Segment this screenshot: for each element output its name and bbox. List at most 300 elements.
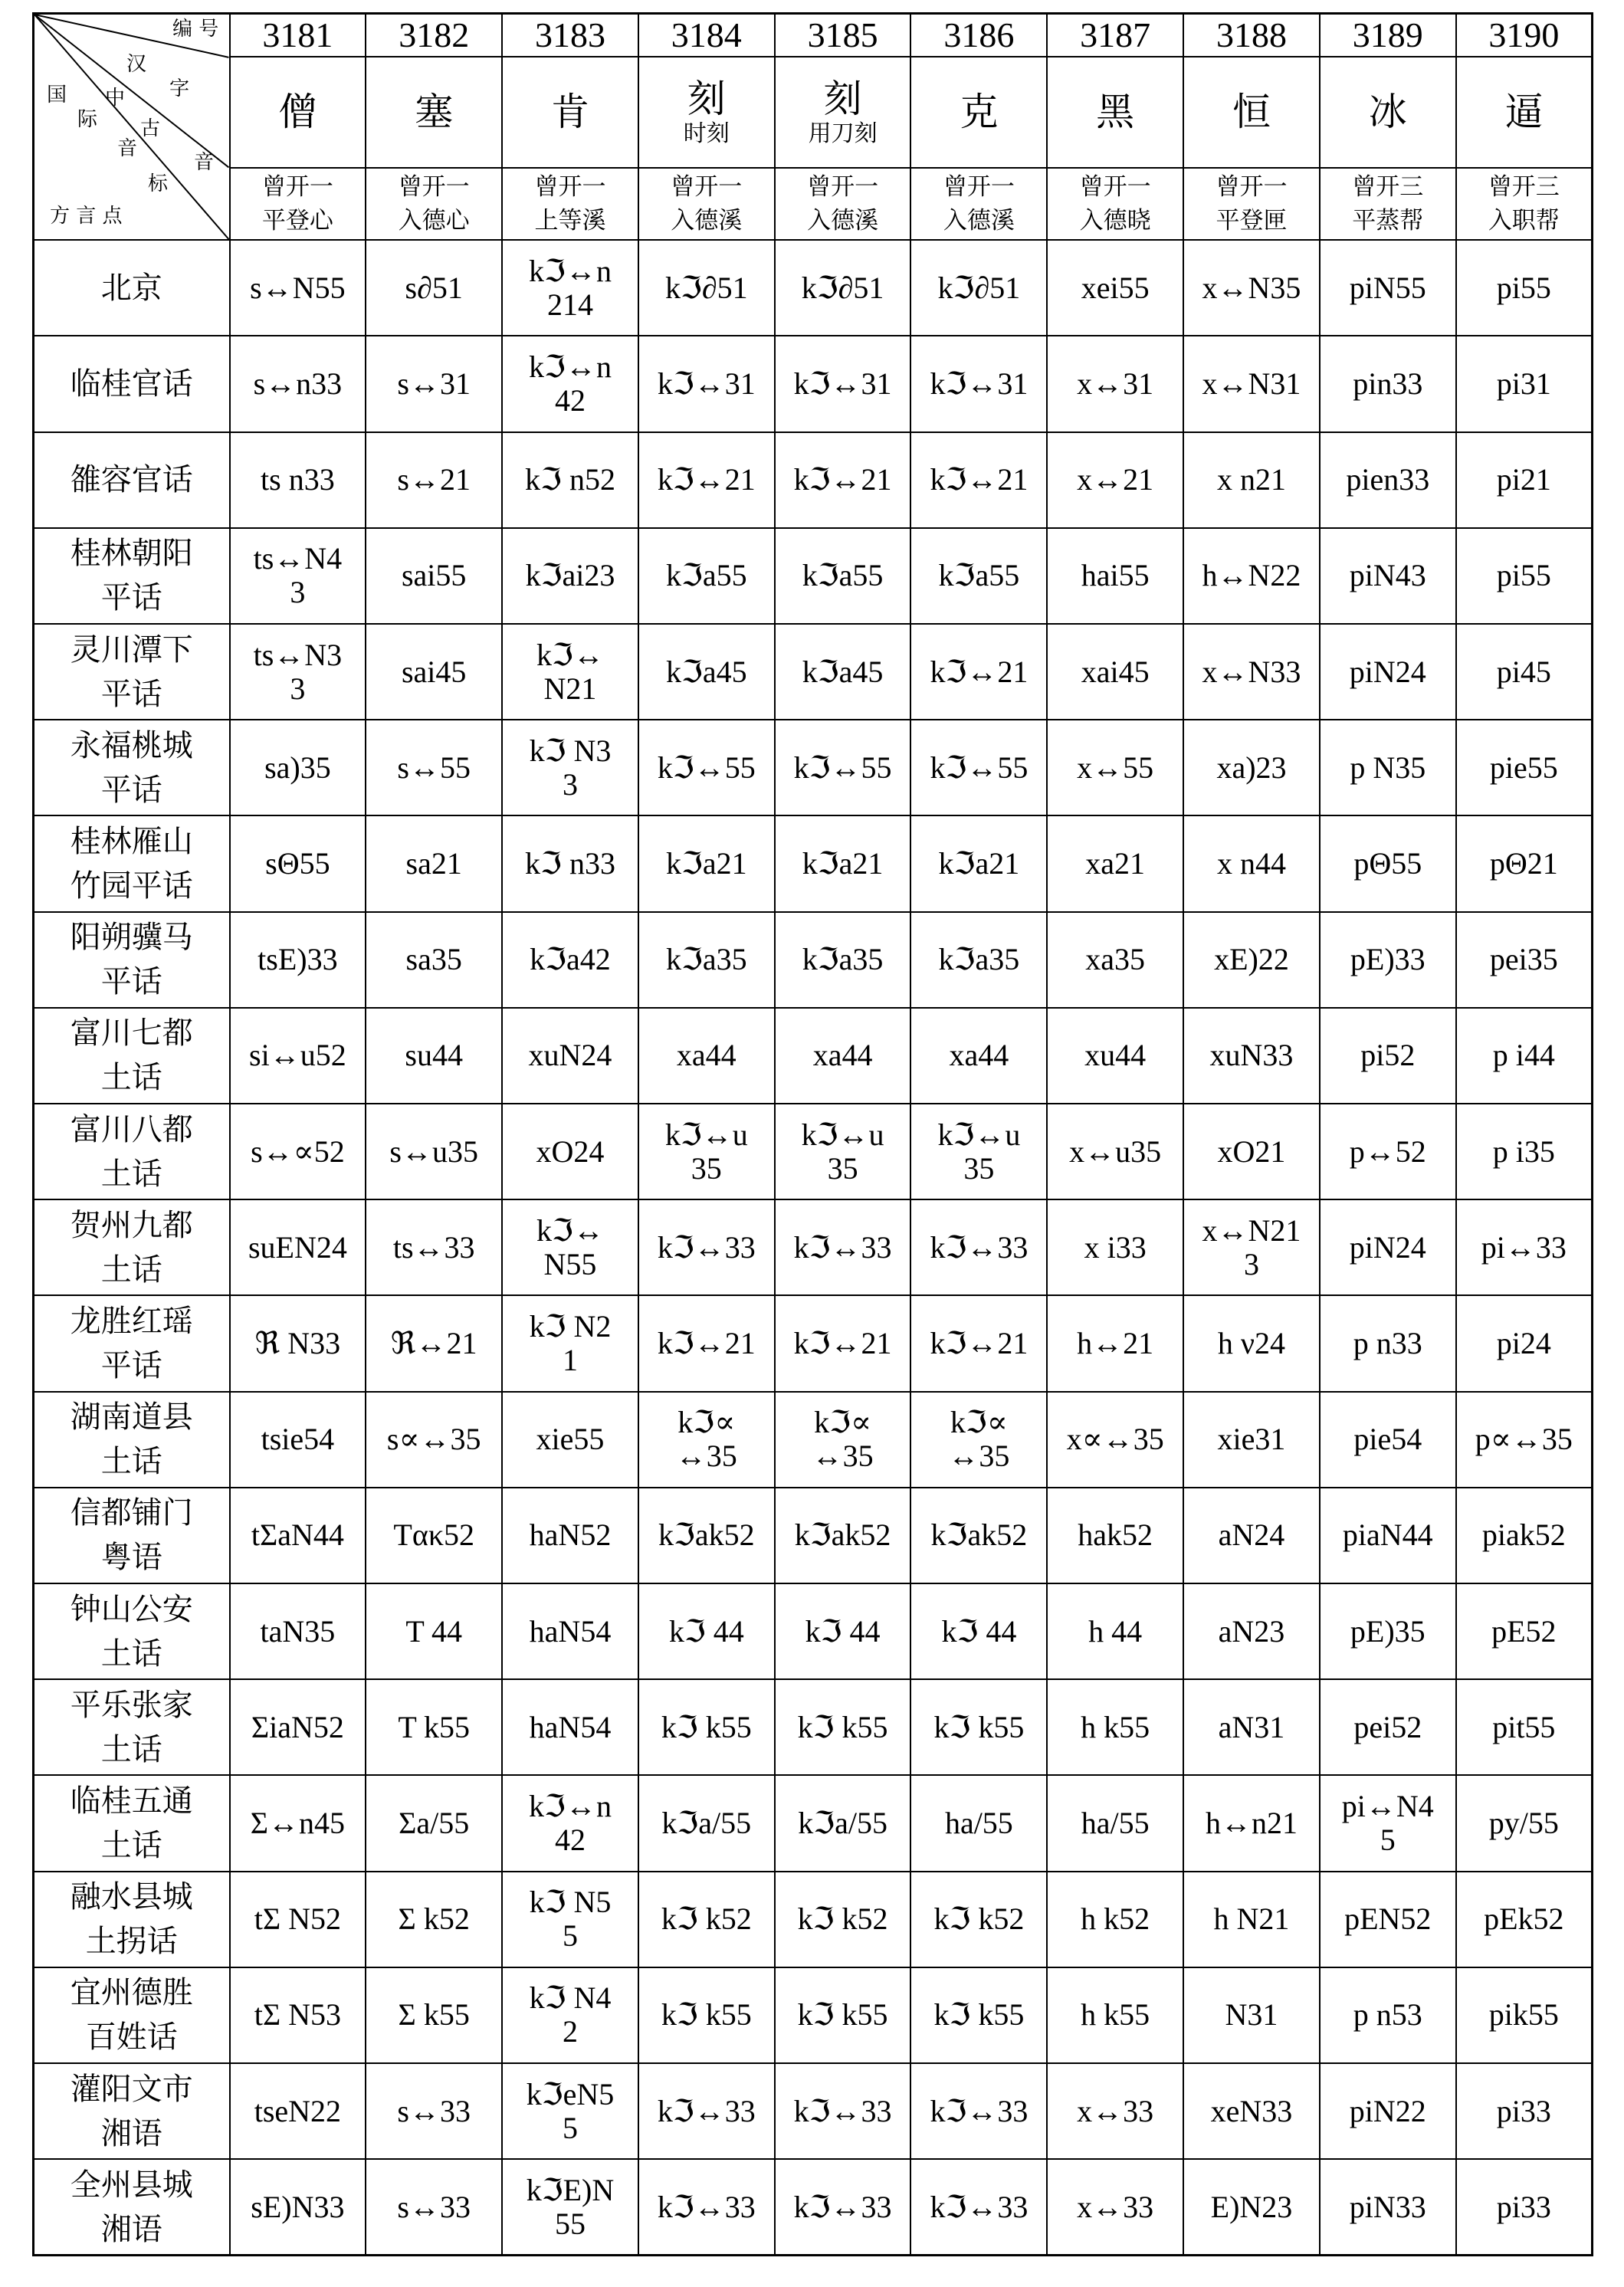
column-character-cell — [1456, 57, 1593, 168]
pronunciation-cell: xO24 — [502, 1104, 638, 1199]
dialect-table-sheet — [32, 12, 1591, 2256]
pronunciation-cell: kℑ↔n 214 — [502, 240, 638, 336]
pronunciation-cell: kℑ↔31 — [775, 336, 911, 431]
pronunciation-cell: h ν24 — [1183, 1295, 1320, 1391]
pronunciation-cell: pi33 — [1456, 2063, 1593, 2159]
dialect-place-line: 湘语 — [100, 2211, 162, 2247]
pronunciation-cell: xie55 — [502, 1392, 638, 1488]
dialect-place-line: 贺州九都 — [70, 1207, 193, 1243]
pronunciation-cell: xu44 — [1047, 1008, 1183, 1104]
dialect-place-line: 平乐张家 — [70, 1687, 193, 1723]
pronunciation-cell: ℜ↔21 — [366, 1295, 502, 1391]
pronunciation-cell: sai55 — [366, 528, 502, 624]
pronunciation-cell: kℑ↔21 — [775, 432, 911, 528]
dialect-place-line: 土话 — [100, 1156, 162, 1192]
pronunciation-cell: xeN33 — [1183, 2063, 1320, 2159]
pronunciation-cell: kℑ↔n 42 — [502, 336, 638, 431]
dialect-place-line: 湘语 — [100, 2115, 162, 2151]
middle-chinese-line: 曾开一 — [807, 172, 879, 201]
middle-chinese-line: 平登匣 — [1216, 206, 1288, 235]
dialect-place — [34, 720, 230, 815]
column-gloss: 时刻 — [683, 120, 730, 148]
pronunciation-cell: kℑa35 — [910, 912, 1047, 1008]
dialect-place-line: 信都铺门 — [70, 1495, 193, 1531]
column-character-cell — [366, 57, 502, 168]
pronunciation-cell: pit55 — [1456, 1679, 1593, 1775]
column-number: 3190 — [1456, 14, 1593, 57]
dialect-place — [34, 1583, 230, 1679]
table-row — [34, 240, 1593, 336]
pronunciation-cell: aN24 — [1183, 1488, 1320, 1583]
pronunciation-cell: p↔52 — [1320, 1104, 1456, 1199]
dialect-place — [34, 912, 230, 1008]
pronunciation-cell: s↔N55 — [230, 240, 366, 336]
pronunciation-cell: kℑE)N 55 — [502, 2159, 638, 2255]
table-row — [34, 912, 1593, 1008]
pronunciation-cell: p n33 — [1320, 1295, 1456, 1391]
pronunciation-cell: s↔∝52 — [230, 1104, 366, 1199]
pronunciation-cell: kℑ↔31 — [638, 336, 775, 431]
dialect-place-line: 土话 — [100, 1252, 162, 1288]
dialect-place-line: 平话 — [100, 772, 162, 808]
pronunciation-cell: kℑa/55 — [775, 1775, 911, 1871]
dialect-place-line: 土话 — [100, 1444, 162, 1480]
pronunciation-cell: kℑa45 — [638, 624, 775, 720]
pronunciation-cell: hai55 — [1047, 528, 1183, 624]
pronunciation-cell: si↔u52 — [230, 1008, 366, 1104]
dialect-place-line: 龙胜红瑶 — [70, 1303, 193, 1339]
dialect-place — [34, 1295, 230, 1391]
dialect-place-line: 富川八都 — [70, 1111, 193, 1147]
dialect-place-line: 土拐话 — [85, 1924, 178, 1960]
dialect-place-line: 雒容官话 — [70, 462, 193, 498]
pronunciation-cell: pEk52 — [1456, 1872, 1593, 1967]
column-character: 冰 — [1368, 90, 1407, 135]
middle-chinese-line: 曾开三 — [1352, 172, 1424, 201]
pronunciation-cell: kℑ k52 — [638, 1872, 775, 1967]
middle-chinese-line: 入德溪 — [943, 206, 1015, 235]
pronunciation-cell: Σa/55 — [366, 1775, 502, 1871]
table-row — [34, 1679, 1593, 1775]
column-character-cell — [1047, 57, 1183, 168]
dialect-place — [34, 2063, 230, 2159]
column-number: 3184 — [638, 14, 775, 57]
pronunciation-cell: x n44 — [1183, 815, 1320, 911]
pronunciation-cell: pΘ55 — [1320, 815, 1456, 911]
pronunciation-cell: kℑ∂51 — [775, 240, 911, 336]
dialect-place-line: 阳朔骥马 — [70, 920, 193, 956]
pronunciation-cell: kℑ 44 — [775, 1583, 911, 1679]
pronunciation-cell: x↔55 — [1047, 720, 1183, 815]
pronunciation-cell: xai45 — [1047, 624, 1183, 720]
column-middle-chinese — [502, 168, 638, 241]
pronunciation-cell: kℑai23 — [502, 528, 638, 624]
column-character-cell — [775, 57, 911, 168]
pronunciation-cell: piN24 — [1320, 1199, 1456, 1295]
pronunciation-cell: kℑ k55 — [775, 1967, 911, 2063]
pronunciation-cell: h↔n21 — [1183, 1775, 1320, 1871]
pronunciation-cell: kℑ 44 — [638, 1583, 775, 1679]
pronunciation-cell: h k55 — [1047, 1679, 1183, 1775]
pronunciation-cell: kℑ∝ ↔35 — [910, 1392, 1047, 1488]
pronunciation-cell: tseN22 — [230, 2063, 366, 2159]
pronunciation-cell: piN24 — [1320, 624, 1456, 720]
pronunciation-cell: pie54 — [1320, 1392, 1456, 1488]
dialect-place — [34, 240, 230, 336]
dialect-place-line: 粤语 — [100, 1540, 162, 1576]
corner-mc-label-2: 古 — [140, 117, 161, 140]
pronunciation-cell: pi55 — [1456, 240, 1593, 336]
middle-chinese-line: 平蒸帮 — [1352, 206, 1424, 235]
pronunciation-cell: x↔u35 — [1047, 1104, 1183, 1199]
column-character-cell — [1183, 57, 1320, 168]
pronunciation-cell: kℑ k52 — [775, 1872, 911, 1967]
middle-chinese-line: 曾开一 — [534, 172, 606, 201]
pronunciation-cell: piaN44 — [1320, 1488, 1456, 1583]
pronunciation-cell: x↔N21 3 — [1183, 1199, 1320, 1295]
pronunciation-cell: kℑa35 — [638, 912, 775, 1008]
pronunciation-cell: xa21 — [1047, 815, 1183, 911]
pronunciation-cell: sa)35 — [230, 720, 366, 815]
column-number: 3183 — [502, 14, 638, 57]
dialect-place-line: 竹园平话 — [70, 868, 193, 904]
pronunciation-cell: x↔N31 — [1183, 336, 1320, 431]
dialect-place-line: 临桂五通 — [70, 1783, 193, 1819]
pronunciation-cell: kℑ∂51 — [638, 240, 775, 336]
pronunciation-cell: tΣ N52 — [230, 1872, 366, 1967]
pronunciation-cell: T 44 — [366, 1583, 502, 1679]
pronunciation-cell: kℑ↔31 — [910, 336, 1047, 431]
pronunciation-cell: kℑ↔33 — [910, 1199, 1047, 1295]
dialect-place — [34, 1008, 230, 1104]
pronunciation-cell: kℑa55 — [775, 528, 911, 624]
pronunciation-cell: pEN52 — [1320, 1872, 1456, 1967]
dialect-place — [34, 1104, 230, 1199]
pronunciation-cell: h N21 — [1183, 1872, 1320, 1967]
middle-chinese-line: 入职帮 — [1488, 206, 1560, 235]
pronunciation-cell: s∝↔35 — [366, 1392, 502, 1488]
table-row — [34, 1488, 1593, 1583]
pronunciation-cell: py/55 — [1456, 1775, 1593, 1871]
pronunciation-cell: p N35 — [1320, 720, 1456, 815]
pronunciation-cell: ha/55 — [1047, 1775, 1183, 1871]
pronunciation-cell: h↔N22 — [1183, 528, 1320, 624]
column-character: 黑 — [1096, 90, 1135, 135]
column-number: 3182 — [366, 14, 502, 57]
pronunciation-cell: s↔u35 — [366, 1104, 502, 1199]
pronunciation-cell: xO21 — [1183, 1104, 1320, 1199]
dialect-place — [34, 1199, 230, 1295]
column-character: 刻 — [823, 77, 862, 122]
pronunciation-cell: sE)N33 — [230, 2159, 366, 2255]
pronunciation-cell: x↔N33 — [1183, 624, 1320, 720]
pronunciation-cell: kℑ k55 — [638, 1679, 775, 1775]
corner-place-label: 方 言 点 — [50, 205, 123, 228]
dialect-place-line: 百姓话 — [85, 2020, 178, 2056]
column-middle-chinese — [1456, 168, 1593, 241]
column-number: 3187 — [1047, 14, 1183, 57]
middle-chinese-line: 曾开一 — [1216, 172, 1288, 201]
table-row — [34, 336, 1593, 431]
pronunciation-cell: pei35 — [1456, 912, 1593, 1008]
pronunciation-cell: kℑak52 — [638, 1488, 775, 1583]
table-row — [34, 1583, 1593, 1679]
pronunciation-cell: x∝↔35 — [1047, 1392, 1183, 1488]
pronunciation-cell: kℑa42 — [502, 912, 638, 1008]
pronunciation-cell: ha/55 — [910, 1775, 1047, 1871]
pronunciation-cell: x↔N35 — [1183, 240, 1320, 336]
pronunciation-cell: kℑa45 — [775, 624, 911, 720]
table-row — [34, 815, 1593, 911]
pronunciation-cell: kℑ∝ ↔35 — [638, 1392, 775, 1488]
dialect-place-line: 土话 — [100, 1828, 162, 1863]
pronunciation-cell: pi↔N4 5 — [1320, 1775, 1456, 1871]
pronunciation-cell: p i35 — [1456, 1104, 1593, 1199]
middle-chinese-line: 曾开一 — [261, 172, 333, 201]
table-row — [34, 1104, 1593, 1199]
column-character: 恒 — [1232, 90, 1271, 135]
pronunciation-cell: kℑ↔u 35 — [775, 1104, 911, 1199]
dialect-place-line: 北京 — [100, 270, 162, 306]
pronunciation-cell: p n53 — [1320, 1967, 1456, 2063]
pronunciation-cell: E)N23 — [1183, 2159, 1320, 2255]
pronunciation-cell: kℑ↔33 — [638, 2063, 775, 2159]
pronunciation-cell: pE)35 — [1320, 1583, 1456, 1679]
pronunciation-cell: T k55 — [366, 1679, 502, 1775]
pronunciation-cell: xa44 — [775, 1008, 911, 1104]
pronunciation-cell: pi55 — [1456, 528, 1593, 624]
pronunciation-cell: pi21 — [1456, 432, 1593, 528]
pronunciation-cell: ts↔33 — [366, 1199, 502, 1295]
pronunciation-cell: kℑak52 — [775, 1488, 911, 1583]
pronunciation-cell: piN33 — [1320, 2159, 1456, 2255]
pronunciation-cell: sai45 — [366, 624, 502, 720]
column-middle-chinese — [366, 168, 502, 241]
corner-ipa-label-3: 音 — [117, 137, 138, 160]
pronunciation-cell: kℑ↔n 42 — [502, 1775, 638, 1871]
pronunciation-cell: piN22 — [1320, 2063, 1456, 2159]
pronunciation-cell: ts n33 — [230, 432, 366, 528]
pronunciation-cell: N31 — [1183, 1967, 1320, 2063]
pronunciation-cell: kℑ↔55 — [910, 720, 1047, 815]
dialect-place-line: 灵川潭下 — [70, 632, 193, 668]
pronunciation-cell: p∝↔35 — [1456, 1392, 1593, 1488]
pronunciation-cell: s↔55 — [366, 720, 502, 815]
dialect-table — [32, 12, 1593, 2256]
pronunciation-cell: kℑ↔33 — [775, 2159, 911, 2255]
corner-char-label-1: 汉 — [126, 53, 147, 76]
pronunciation-cell: kℑa21 — [638, 815, 775, 911]
pronunciation-cell: Σ k55 — [366, 1967, 502, 2063]
pronunciation-cell: pik55 — [1456, 1967, 1593, 2063]
middle-chinese-line: 曾开一 — [943, 172, 1015, 201]
pronunciation-cell: p i44 — [1456, 1008, 1593, 1104]
column-middle-chinese — [638, 168, 775, 241]
pronunciation-cell: kℑ k55 — [775, 1679, 911, 1775]
pronunciation-cell: kℑ k52 — [910, 1872, 1047, 1967]
corner-mc-label-1: 中 — [105, 87, 126, 110]
pronunciation-cell: kℑ n52 — [502, 432, 638, 528]
pronunciation-cell: kℑ↔u 35 — [638, 1104, 775, 1199]
column-character: 逼 — [1504, 90, 1544, 135]
pronunciation-cell: xa44 — [638, 1008, 775, 1104]
table-row — [34, 624, 1593, 720]
table-row — [34, 1967, 1593, 2063]
middle-chinese-line: 入德溪 — [671, 206, 743, 235]
pronunciation-cell: kℑ N5 5 — [502, 1872, 638, 1967]
column-number: 3181 — [230, 14, 366, 57]
pronunciation-cell: h k55 — [1047, 1967, 1183, 2063]
dialect-place-line: 桂林朝阳 — [70, 536, 193, 572]
pronunciation-cell: x↔21 — [1047, 432, 1183, 528]
corner-mc-label-3: 音 — [194, 151, 215, 174]
pronunciation-cell: xa)23 — [1183, 720, 1320, 815]
pronunciation-cell: tsie54 — [230, 1392, 366, 1488]
pronunciation-cell: sΘ55 — [230, 815, 366, 911]
middle-chinese-line: 上等溪 — [534, 206, 606, 235]
table-row — [34, 1295, 1593, 1391]
pronunciation-cell: h k52 — [1047, 1872, 1183, 1967]
pronunciation-cell: kℑ n33 — [502, 815, 638, 911]
pronunciation-cell: kℑ↔21 — [910, 1295, 1047, 1391]
dialect-place-line: 土话 — [100, 1636, 162, 1672]
middle-chinese-line: 入德溪 — [807, 206, 879, 235]
pronunciation-cell: xie31 — [1183, 1392, 1320, 1488]
column-character-cell — [502, 57, 638, 168]
pronunciation-cell: kℑak52 — [910, 1488, 1047, 1583]
pronunciation-cell: kℑ↔21 — [910, 432, 1047, 528]
pronunciation-cell: sa21 — [366, 815, 502, 911]
table-row — [34, 720, 1593, 815]
pronunciation-cell: Σ↔n45 — [230, 1775, 366, 1871]
pronunciation-cell: haN54 — [502, 1583, 638, 1679]
pronunciation-cell: pin33 — [1320, 336, 1456, 431]
pronunciation-cell: kℑ↔55 — [775, 720, 911, 815]
pronunciation-cell: hak52 — [1047, 1488, 1183, 1583]
pronunciation-cell: aN31 — [1183, 1679, 1320, 1775]
pronunciation-cell: kℑa55 — [638, 528, 775, 624]
pronunciation-cell: kℑ N2 1 — [502, 1295, 638, 1391]
pronunciation-cell: kℑ↔u 35 — [910, 1104, 1047, 1199]
pronunciation-cell: tΣaN44 — [230, 1488, 366, 1583]
pronunciation-cell: suEN24 — [230, 1199, 366, 1295]
pronunciation-cell: sa35 — [366, 912, 502, 1008]
pronunciation-cell: kℑ↔33 — [638, 2159, 775, 2255]
pronunciation-cell: pien33 — [1320, 432, 1456, 528]
pronunciation-cell: kℑ↔33 — [638, 1199, 775, 1295]
table-row — [34, 1872, 1593, 1967]
pronunciation-cell: kℑ↔21 — [775, 1295, 911, 1391]
pronunciation-cell: kℑ↔33 — [775, 1199, 911, 1295]
pronunciation-cell: ℜ N33 — [230, 1295, 366, 1391]
pronunciation-cell: pie55 — [1456, 720, 1593, 815]
column-gloss: 用刀刻 — [808, 120, 878, 148]
column-middle-chinese — [230, 168, 366, 241]
pronunciation-cell: pi45 — [1456, 624, 1593, 720]
pronunciation-cell: piN55 — [1320, 240, 1456, 336]
pronunciation-cell: xuN33 — [1183, 1008, 1320, 1104]
pronunciation-cell: s↔33 — [366, 2159, 502, 2255]
dialect-place — [34, 2159, 230, 2255]
corner-ipa-label-2: 际 — [77, 108, 98, 131]
column-character: 僧 — [278, 90, 317, 135]
dialect-place-line: 土话 — [100, 1060, 162, 1096]
pronunciation-cell: xa35 — [1047, 912, 1183, 1008]
corner-number-label: 编 号 — [172, 18, 219, 41]
pronunciation-cell: kℑ∂51 — [910, 240, 1047, 336]
dialect-place-line: 钟山公安 — [70, 1591, 193, 1627]
dialect-place — [34, 1392, 230, 1488]
pronunciation-cell: h↔21 — [1047, 1295, 1183, 1391]
column-middle-chinese — [1320, 168, 1456, 241]
corner-ipa-label-4: 标 — [148, 172, 169, 195]
column-character: 刻 — [687, 77, 726, 122]
pronunciation-cell: kℑ↔33 — [910, 2063, 1047, 2159]
pronunciation-cell: Tακ52 — [366, 1488, 502, 1583]
pronunciation-cell: kℑ 44 — [910, 1583, 1047, 1679]
pronunciation-cell: s↔31 — [366, 336, 502, 431]
table-row — [34, 432, 1593, 528]
pronunciation-cell: Σ k52 — [366, 1872, 502, 1967]
table-row — [34, 1199, 1593, 1295]
column-number: 3185 — [775, 14, 911, 57]
pronunciation-cell: s↔33 — [366, 2063, 502, 2159]
table-row — [34, 2159, 1593, 2255]
dialect-place-line: 平话 — [100, 580, 162, 616]
pronunciation-cell: kℑ↔21 — [638, 1295, 775, 1391]
column-middle-chinese — [1183, 168, 1320, 241]
column-character-cell — [230, 57, 366, 168]
pronunciation-cell: kℑa55 — [910, 528, 1047, 624]
pronunciation-cell: piN43 — [1320, 528, 1456, 624]
pronunciation-cell: kℑ N3 3 — [502, 720, 638, 815]
pronunciation-cell: pΘ21 — [1456, 815, 1593, 911]
pronunciation-cell: xa44 — [910, 1008, 1047, 1104]
column-character-cell — [1320, 57, 1456, 168]
pronunciation-cell: kℑa/55 — [638, 1775, 775, 1871]
pronunciation-cell: su44 — [366, 1008, 502, 1104]
dialect-place — [34, 1967, 230, 2063]
dialect-place-line: 灌阳文市 — [70, 2071, 193, 2107]
pronunciation-cell: ts↔N4 3 — [230, 528, 366, 624]
pronunciation-cell: taN35 — [230, 1583, 366, 1679]
pronunciation-cell: s∂51 — [366, 240, 502, 336]
table-row — [34, 1775, 1593, 1871]
pronunciation-cell: x↔33 — [1047, 2063, 1183, 2159]
dialect-place-line: 临桂官话 — [70, 366, 193, 402]
pronunciation-cell: pi24 — [1456, 1295, 1593, 1391]
pronunciation-cell: kℑ k55 — [910, 1679, 1047, 1775]
column-middle-chinese — [1047, 168, 1183, 241]
middle-chinese-line: 入德晓 — [1079, 206, 1151, 235]
middle-chinese-line: 入德心 — [398, 206, 470, 235]
dialect-place-line: 永福桃城 — [70, 727, 193, 763]
dialect-place-line: 土话 — [100, 1731, 162, 1767]
pronunciation-cell: x i33 — [1047, 1199, 1183, 1295]
table-row — [34, 1392, 1593, 1488]
pronunciation-cell: piak52 — [1456, 1488, 1593, 1583]
pronunciation-cell: s↔n33 — [230, 336, 366, 431]
middle-chinese-line: 曾开三 — [1488, 172, 1560, 201]
dialect-place-line: 富川七都 — [70, 1016, 193, 1052]
table-row — [34, 1008, 1593, 1104]
pronunciation-cell: ΣiaN52 — [230, 1679, 366, 1775]
pronunciation-cell: tsE)33 — [230, 912, 366, 1008]
column-number: 3189 — [1320, 14, 1456, 57]
pronunciation-cell: kℑ∝ ↔35 — [775, 1392, 911, 1488]
dialect-place — [34, 528, 230, 624]
dialect-place-line: 湖南道县 — [70, 1399, 193, 1436]
